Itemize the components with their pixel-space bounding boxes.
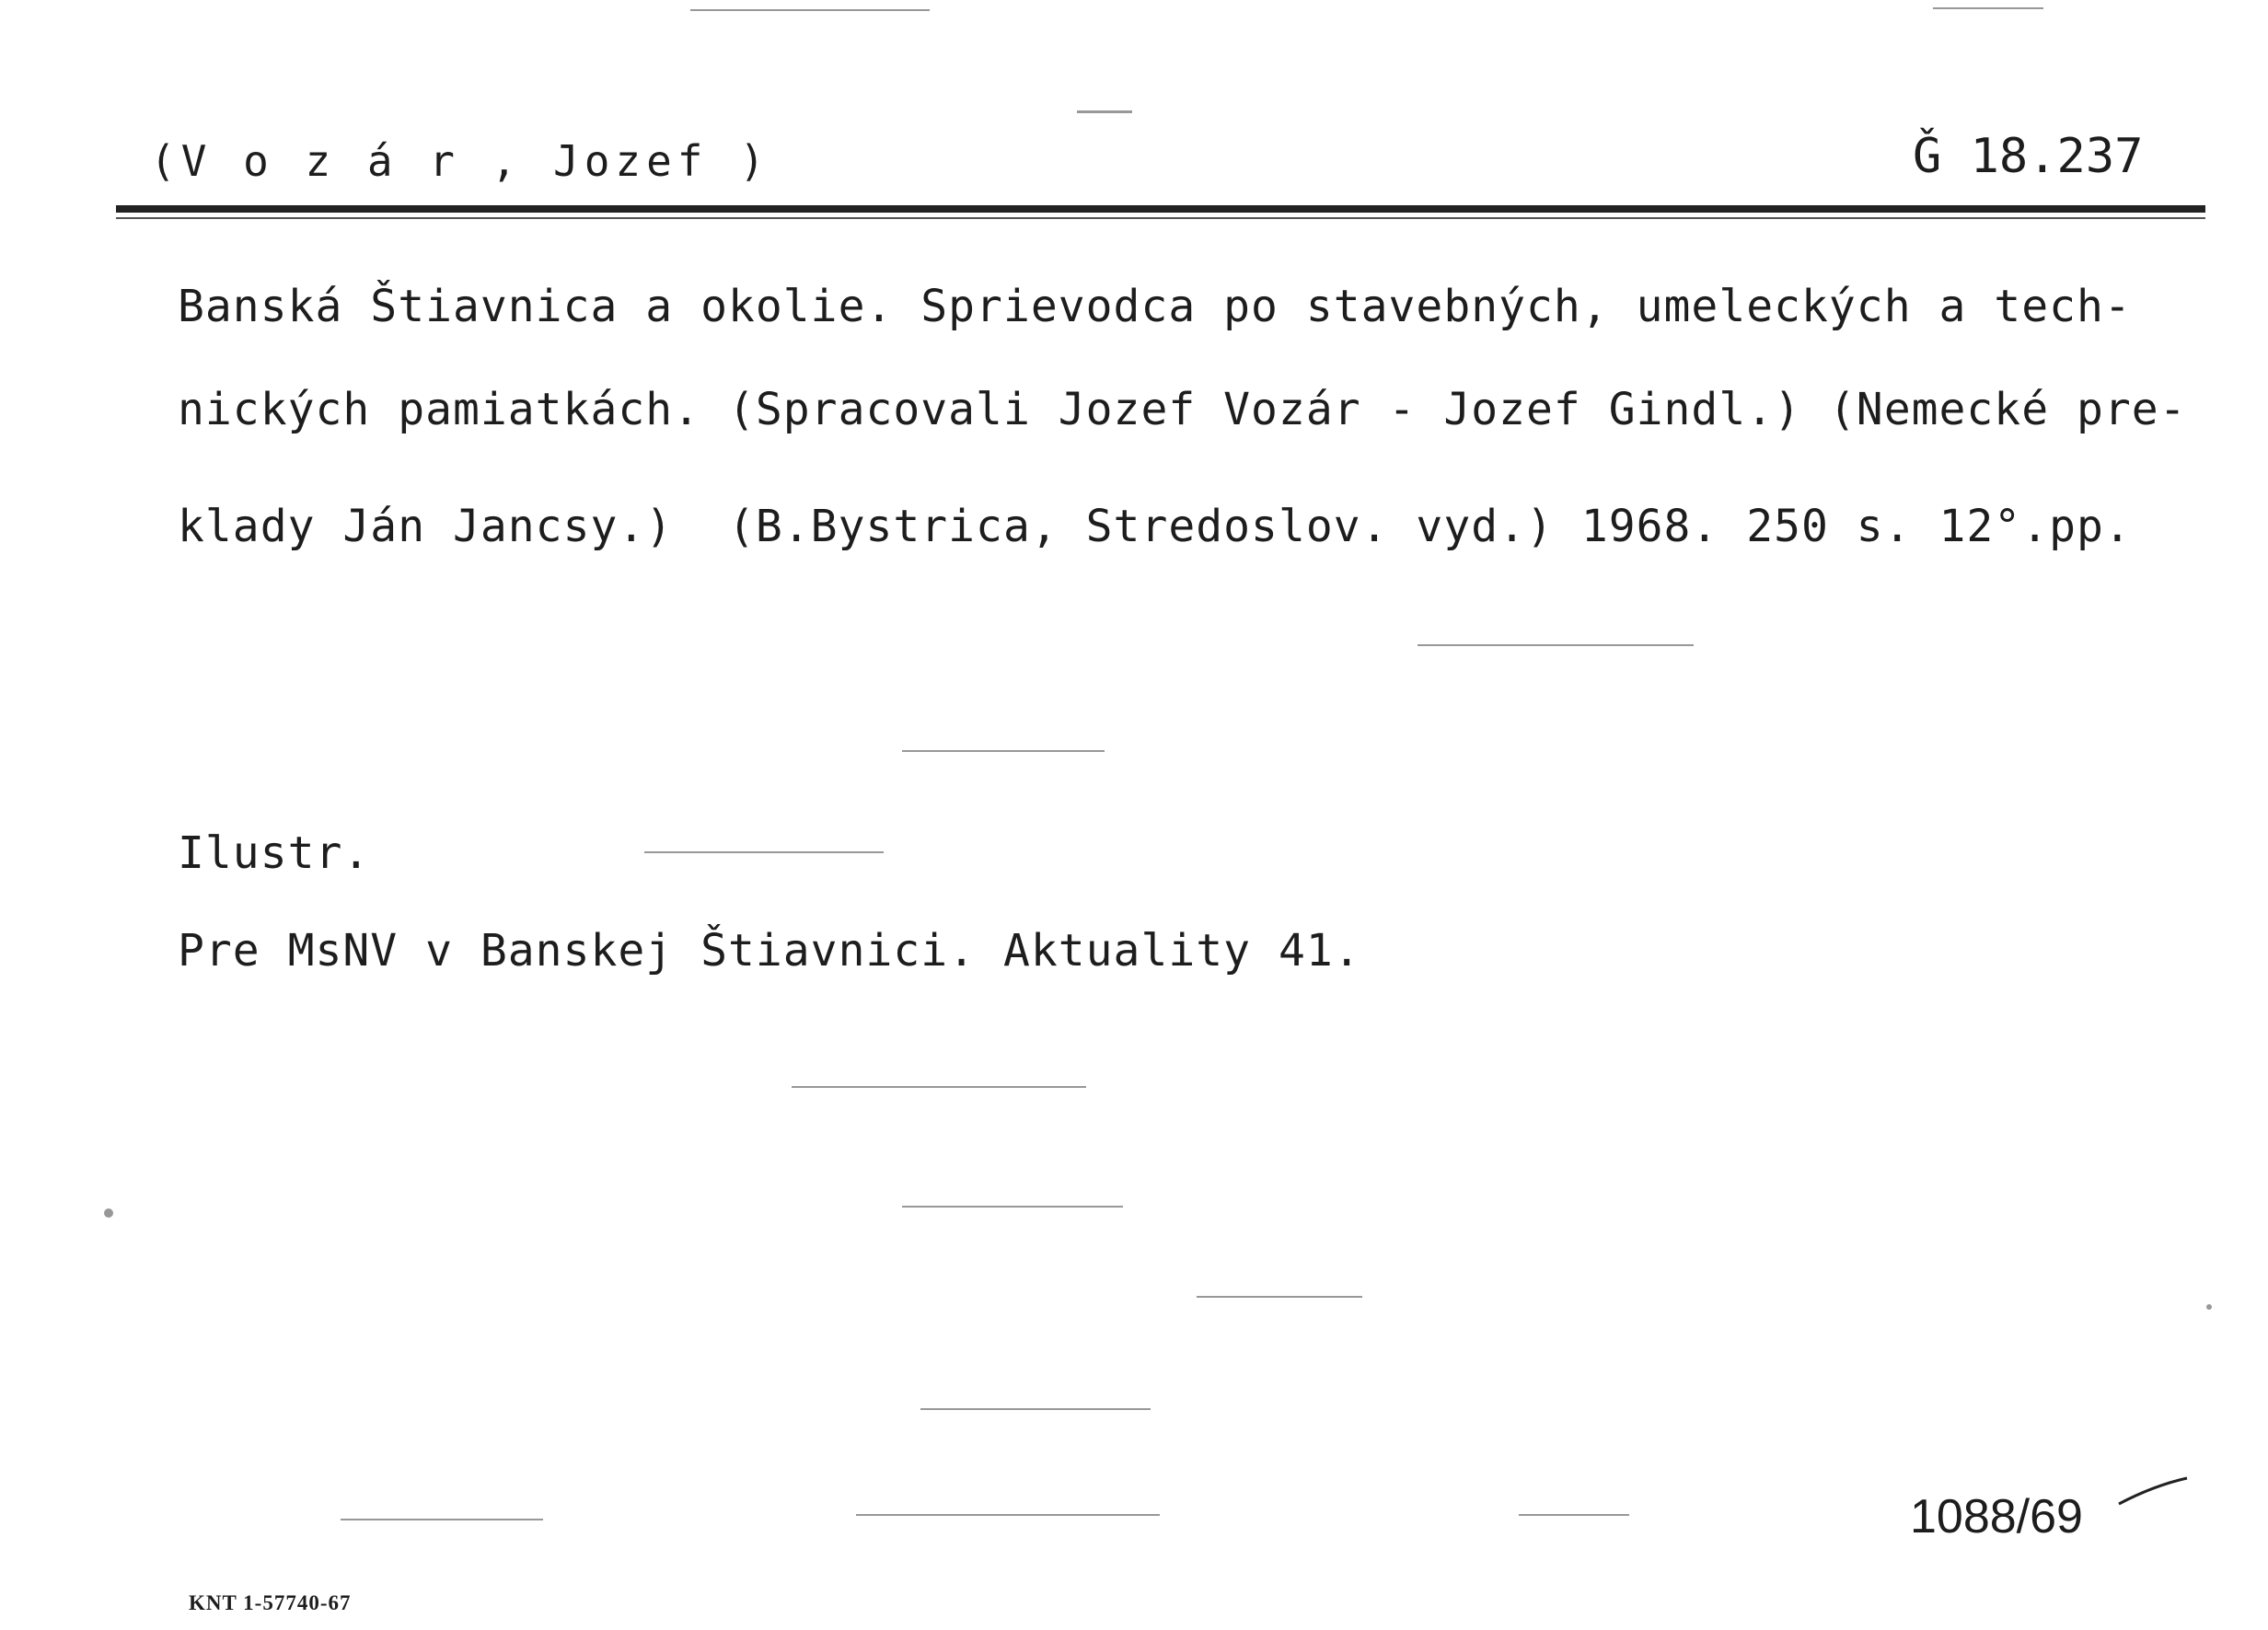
description-line-3: klady Ján Jancsy.) (B.Bystrica, Stredoslov. vyd.) 1968. 250 s. 12°.pp. (178, 501, 2132, 552)
header-author: (V o z á r , Jozef ) (150, 136, 770, 186)
description-line-2: nických pamiatkách. (Spracovali Jozef Vozár - Jozef Gindl.) (Nemecké pre- (178, 384, 2187, 435)
printer-code: KNT 1-57740-67 (189, 1591, 352, 1614)
note-series: Pre MsNV v Banskej Štiavnici. Aktuality 41. (178, 925, 1361, 977)
note-illustrations: Ilustr. (178, 827, 371, 879)
accession-number: 1088/69 (1910, 1490, 2083, 1543)
shelfmark: Ǧ 18.237 (1913, 129, 2144, 184)
description-line-1: Banská Štiavnica a okolie. Sprievodca po stavebných, umeleckých a tech- (178, 281, 2132, 332)
